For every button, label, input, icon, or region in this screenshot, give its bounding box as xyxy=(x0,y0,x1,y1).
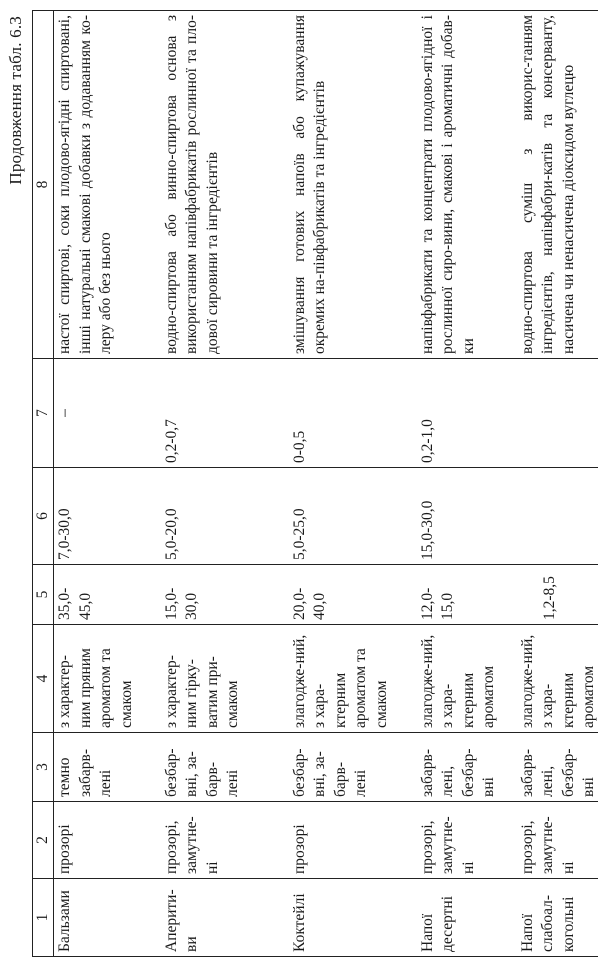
composition-cell: водно-спиртова суміш з викорис-танням інгредієнтів, напівфабри-катів та консерванту, насичена чи ненасичена діоксидом вуглецю xyxy=(517,11,598,359)
composition-cell: напівфабрикати та концентрати плодово-ягідної і рослинної сиро-вини, смакові і ароматичні добав-ки xyxy=(417,11,517,359)
composition-cell: водно-спиртова або винно-спиртова основа з використанням напівфабрикатів рослинної та пло-дової сировини та інгредієнтів xyxy=(161,11,289,359)
column-header: 1 xyxy=(33,879,54,957)
strength-cell xyxy=(517,565,598,625)
strength-cell xyxy=(161,565,289,625)
column-header: 4 xyxy=(33,625,54,733)
strength-value: 12,0-15,0 xyxy=(418,587,457,620)
beverage-table xyxy=(32,10,598,957)
drink-name-cell: Аперити-ви xyxy=(161,879,289,957)
drink-name-cell: Напої слабоал-когольні xyxy=(517,879,598,957)
sugar-cell: 7,0-30,0 xyxy=(54,468,161,565)
strength-cell xyxy=(289,565,417,625)
drink-name-cell: Коктейлі xyxy=(289,879,417,957)
color-cell: забарв-лені, безбар-вні xyxy=(417,733,517,802)
strength-value: 35,0-45,0 xyxy=(56,587,94,620)
clarity-cell: прозорі, замутне-ні xyxy=(517,802,598,879)
acid-cell: 0-0,5 xyxy=(289,359,417,468)
color-cell: безбар-вні, за-барв-лені xyxy=(289,733,417,802)
drink-name-cell: Бальзами xyxy=(54,879,161,957)
taste-cell: з характер-ним пряним ароматом та смаком xyxy=(54,625,161,733)
table-row xyxy=(289,11,417,957)
drink-name-cell: Напої десертні xyxy=(417,879,517,957)
sugar-cell: 5,0-25,0 xyxy=(289,468,417,565)
clarity-cell: прозорі, замутне-ні xyxy=(161,802,289,879)
strength-cell xyxy=(54,565,161,625)
taste-cell: злагодже-ний, з хара-ктерним ароматом xyxy=(417,625,517,733)
acid-cell: 0,2-0,7 xyxy=(161,359,289,468)
clarity-cell: прозорі xyxy=(289,802,417,879)
clarity-cell: прозорі xyxy=(54,802,161,879)
column-header: 3 xyxy=(33,733,54,802)
column-header: 7 xyxy=(33,359,54,468)
acid-cell xyxy=(517,359,598,468)
column-header: 5 xyxy=(33,565,54,625)
color-cell: безбар-вні, за-барв-лені xyxy=(161,733,289,802)
taste-cell: злагодже-ний, з хара-ктерним ароматом та смаком xyxy=(289,625,417,733)
strength-value: 1,2-8,5 xyxy=(540,576,558,620)
taste-cell: злагодже-ний, з хара-ктерним ароматом xyxy=(517,625,598,733)
table-row xyxy=(517,11,598,957)
color-cell: забарв-лені, безбар-вні xyxy=(517,733,598,802)
clarity-cell: прозорі, замутне-ні xyxy=(417,802,517,879)
table-row xyxy=(54,11,161,957)
sugar-cell: 15,0-30,0 xyxy=(417,468,517,565)
header-row xyxy=(33,11,54,957)
strength-value: 15,0-30,0 xyxy=(162,587,201,620)
sugar-cell xyxy=(517,468,598,565)
column-header: 8 xyxy=(33,11,54,359)
strength-cell xyxy=(417,565,517,625)
sugar-cell: 5,0-20,0 xyxy=(161,468,289,565)
column-header: 6 xyxy=(33,468,54,565)
table-row xyxy=(417,11,517,957)
taste-cell: з характер-ним гірку-ватим при-смаком xyxy=(161,625,289,733)
composition-cell: змішування готових напоїв або купажування окремих на-півфабрикатів та інгредієнтів xyxy=(289,11,417,359)
composition-cell: настої спиртові, соки плодово-ягідні спиртовані, інші натуральні смакові добавки з додаванням ко-леру або без нього xyxy=(54,11,161,359)
color-cell: темно забарв-лені xyxy=(54,733,161,802)
acid-cell: 0,2-1,0 xyxy=(417,359,517,468)
acid-cell: – xyxy=(54,359,161,468)
table-caption: Продовження табл. 6.3 xyxy=(6,16,25,185)
table-row xyxy=(161,11,289,957)
strength-value: 20,0-40,0 xyxy=(290,587,329,620)
column-header: 2 xyxy=(33,802,54,879)
